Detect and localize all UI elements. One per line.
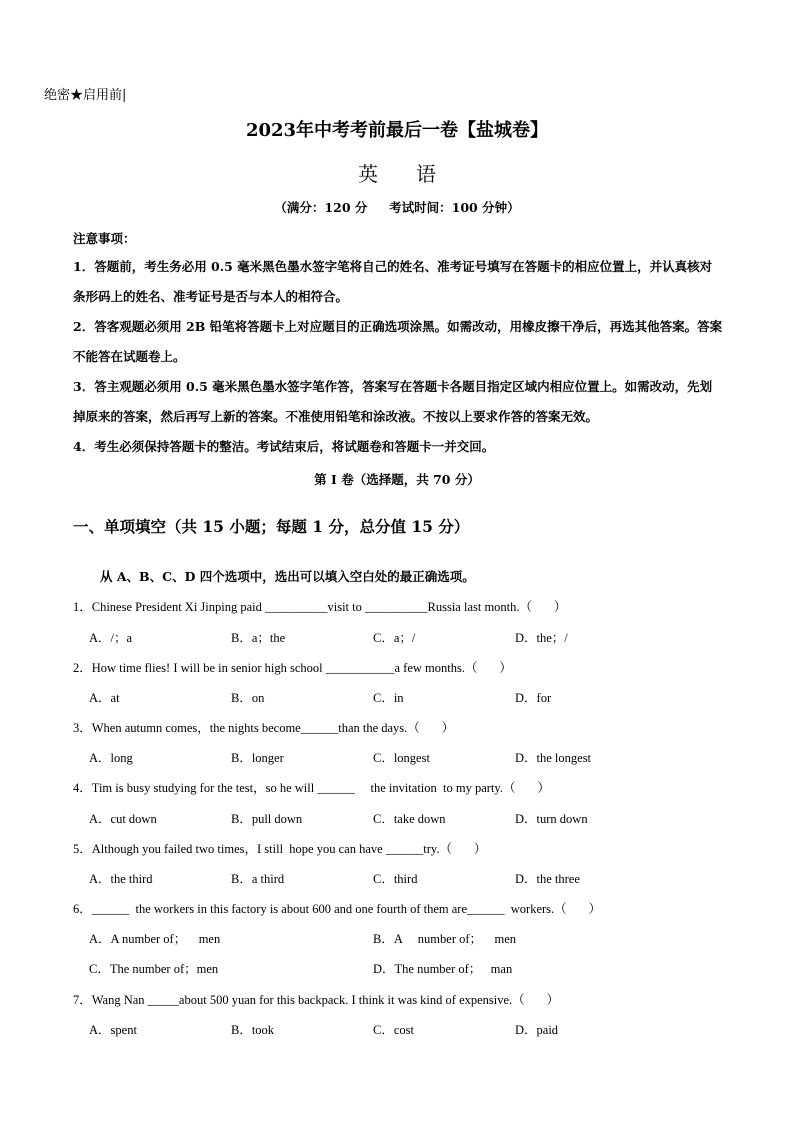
score-time-line: （满分：120 分 考试时间：100 分钟） [274, 200, 520, 215]
secret-mark: 绝密★启用前| [44, 88, 127, 103]
question-stem-3: 3．When autumn comes，the nights become______than the days.（ ） [73, 721, 455, 735]
exam-title: 2023年中考考前最后一卷【盐城卷】 [245, 120, 549, 141]
q2-option-c: C．in [373, 691, 404, 705]
q2-option-b: B．on [231, 691, 265, 705]
notice-item-1: 1．答题前，考生务必用 0.5 毫米黑色墨水签字笔将自己的姓名、准考证号填写在答题卡的相应位置上，并认真核对条形码上的姓名、准考证号是否与本人的相符合。 [73, 259, 713, 304]
q2-option-d: D．for [515, 691, 552, 705]
q5-option-a: A．the third [89, 872, 153, 886]
question-stem-7: 7．Wang Nan _____about 500 yuan for this backpack. I think it was kind of expensive.（ ） [73, 993, 560, 1007]
q7-option-c: C．cost [373, 1023, 414, 1037]
q4-option-d: D．turn down [515, 812, 588, 826]
question-stem-6: 6．______ the workers in this factory is about 600 and one fourth of them are______ workers.（ ） [73, 902, 602, 916]
section-instruction: 从 A、B、C、D 四个选项中，选出可以填入空白处的最正确选项。 [100, 569, 475, 584]
q7-option-a: A．spent [89, 1023, 137, 1037]
volume-title: 第 I 卷（选择题，共 70 分） [314, 472, 480, 487]
q6-option-c: C．The number of；men [89, 962, 219, 976]
notice-heading: 注意事项： [73, 231, 136, 246]
q3-option-d: D．the longest [515, 751, 592, 765]
q3-option-a: A．long [89, 751, 133, 765]
q6-option-b: B．A number of； men [373, 932, 517, 946]
q1-option-d: D．the；/ [515, 631, 568, 645]
q7-option-b: B．took [231, 1023, 275, 1037]
q4-option-a: A．cut down [89, 812, 157, 826]
q6-option-d: D．The number of； man [373, 962, 513, 976]
q5-option-d: D．the three [515, 872, 580, 886]
subject-heading [0, 158, 794, 187]
subject-char-1: 英 [358, 162, 378, 186]
question-stem-1: 1．Chinese President Xi Jinping paid __________visit to __________Russia last month.（ ） [73, 600, 567, 614]
q5-option-c: C．third [373, 872, 418, 886]
question-stem-4: 4．Tim is busy studying for the test，so he will ______ the invitation to my party.（ ） [73, 781, 550, 795]
q4-option-b: B．pull down [231, 812, 303, 826]
subject-char-2: 语 [416, 162, 436, 186]
q1-option-a: A．/；a [89, 631, 133, 645]
q5-option-b: B．a third [231, 872, 285, 886]
notice-item-3: 3．答主观题必须用 0.5 毫米黑色墨水签字笔作答，答案写在答题卡各题目指定区域内相应位置上。如需改动，先划掉原来的答案，然后再写上新的答案。不准使用铅笔和涂改液。不按以上要求作答的答案无效。 [73, 379, 713, 424]
q7-option-d: D．paid [515, 1023, 559, 1037]
q3-option-b: B．longer [231, 751, 284, 765]
q1-option-b: B．a；the [231, 631, 286, 645]
notice-item-2: 2．答客观题必须用 2B 铅笔将答题卡上对应题目的正确选项涂黑。如需改动，用橡皮擦干净后，再选其他答案。答案不能答在试题卷上。 [73, 319, 723, 364]
q4-option-c: C．take down [373, 812, 446, 826]
question-stem-5: 5．Although you failed two times，I still hope you can have ______try.（ ） [73, 842, 487, 856]
q2-option-a: A．at [89, 691, 120, 705]
question-stem-2: 2．How time flies! I will be in senior high school ___________a few months.（ ） [73, 661, 512, 675]
notice-item-4: 4．考生必须保持答题卡的整洁。考试结束后，将试题卷和答题卡一并交回。 [73, 439, 495, 454]
section-title: 一、单项填空（共 15 小题；每题 1 分，总分值 15 分） [73, 517, 470, 536]
q6-option-a: A．A number of； men [89, 932, 221, 946]
q1-option-c: C．a；/ [373, 631, 416, 645]
q3-option-c: C．longest [373, 751, 430, 765]
